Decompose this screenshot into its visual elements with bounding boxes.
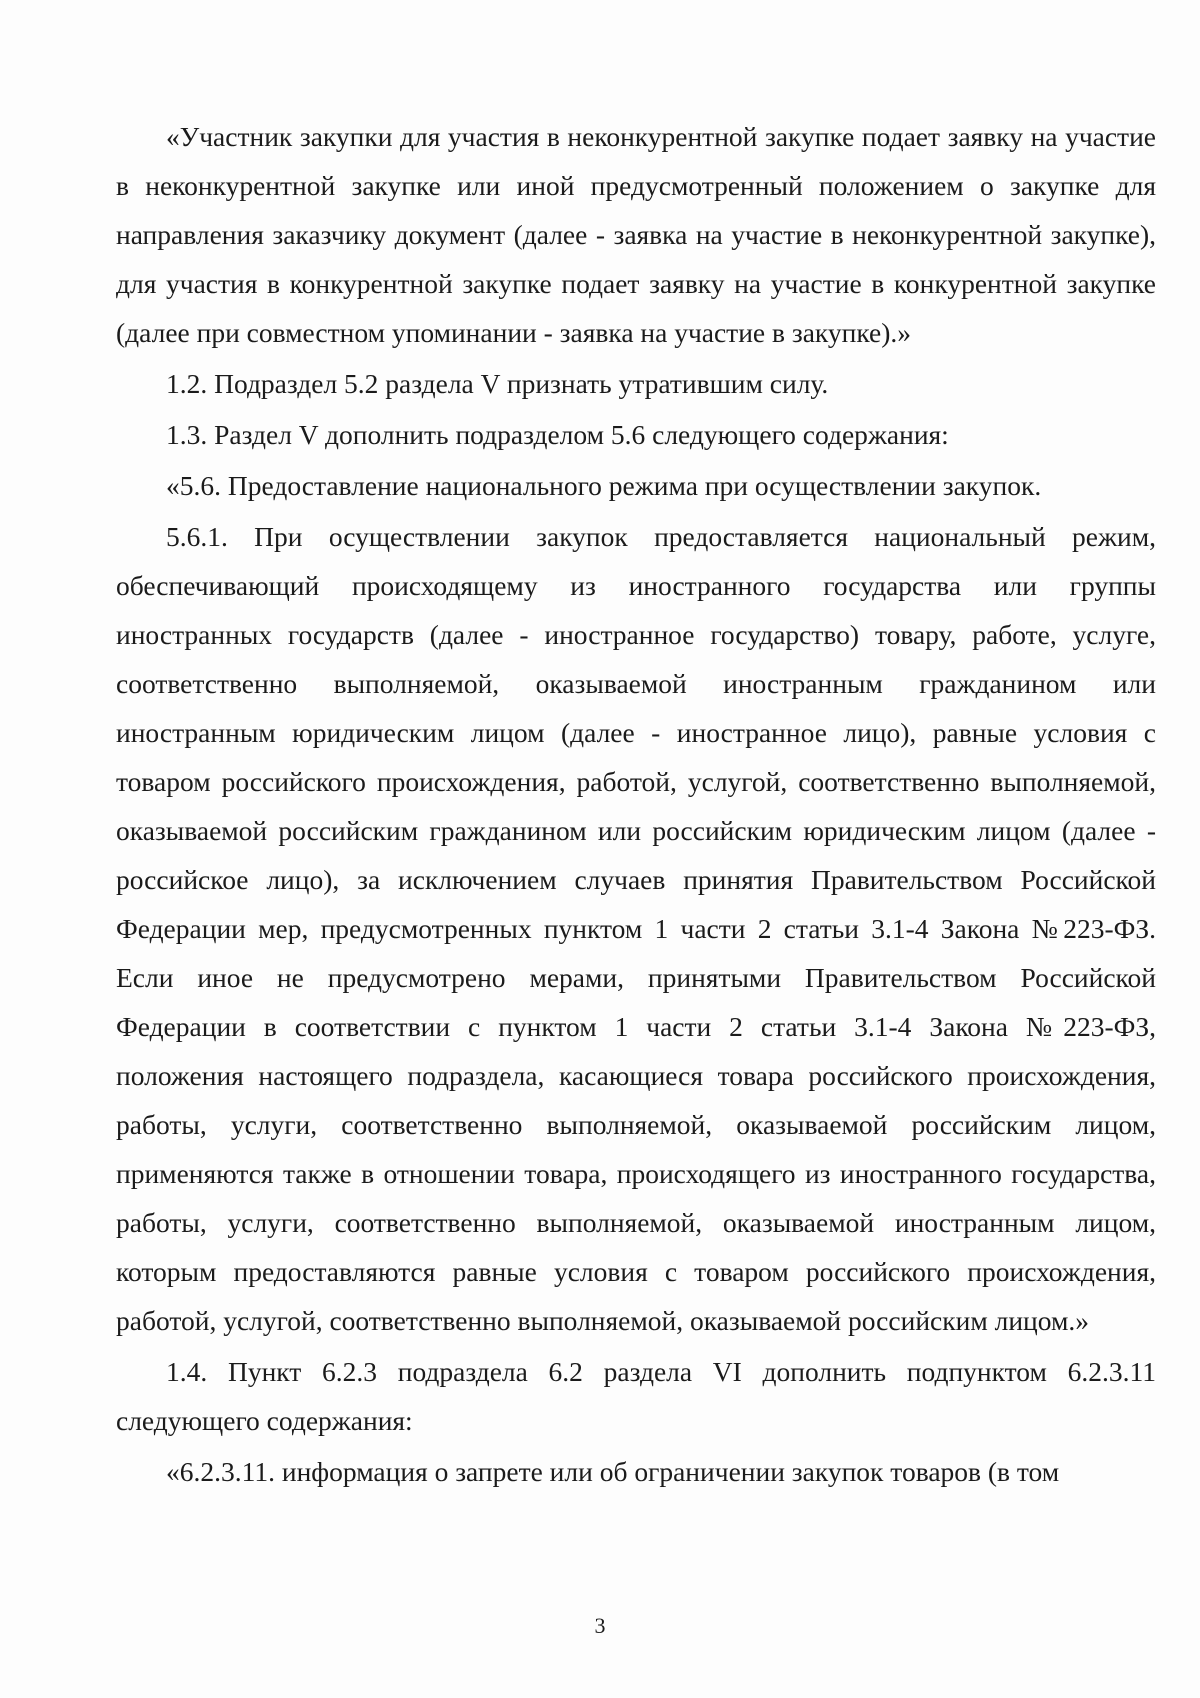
- paragraph-5-6-1: 5.6.1. При осуществлении закупок предоставляется национальный режим, обеспечивающий происходящему из иностранного государства или группы иностранных государств (далее - иностранное государство) товару, работе, услуге, соответственно выполняемой, оказываемой иностранным гражданином или иностранным юридическим лицом (далее - иностранное лицо), равные условия с товаром российского происхождения, работой, услугой, соответственно выполняемой, оказываемой российским гражданином или российским юридическим лицом (далее - российское лицо), за исключением случаев принятия Правительством Российской Федерации мер, предусмотренных пунктом 1 части 2 статьи 3.1-4 Закона №223-ФЗ. Если иное не предусмотрено мерами, принятыми Правительством Российской Федерации в соответствии с пунктом 1 части 2 статьи 3.1-4 Закона №223-ФЗ, положения настоящего подраздела, касающиеся товара российского происхождения, работы, услуги, соответственно выполняемой, оказываемой российским лицом, применяются также в отношении товара, происходящего из иностранного государства, работы, услуги, соответственно выполняемой, оказываемой иностранным лицом, которым предоставляются равные условия с товаром российского происхождения, работой, услугой, соответственно выполняемой, оказываемой российским лицом.»: [116, 521, 1156, 1336]
- paragraph-1-3: 1.3. Раздел V дополнить подразделом 5.6 следующего содержания:: [166, 419, 949, 450]
- paragraph-1-4: 1.4. Пункт 6.2.3 подраздела 6.2 раздела VI дополнить подпунктом 6.2.3.11 следующего содержания:: [116, 1356, 1156, 1436]
- paragraph-6-2-3-11: «6.2.3.11. информация о запрете или об ограничении закупок товаров (в том: [166, 1456, 1060, 1487]
- page-number: 3: [594, 1613, 606, 1638]
- document-body: [116, 112, 1156, 1496]
- paragraph-1-2: 1.2. Подраздел 5.2 раздела V признать утратившим силу.: [166, 368, 829, 399]
- paragraph-5-6-heading: «5.6. Предоставление национального режима при осуществлении закупок.: [166, 470, 1042, 501]
- paragraph-participant-application: «Участник закупки для участия в неконкурентной закупке подает заявку на участие в неконкурентной закупке или иной предусмотренный положением о закупке для направления заказчику документ (далее - заявка на участие в неконкурентной закупке), для участия в конкурентной закупке подает заявку на участие в конкурентной закупке (далее при совместном упоминании - заявка на участие в закупке).»: [116, 121, 1156, 348]
